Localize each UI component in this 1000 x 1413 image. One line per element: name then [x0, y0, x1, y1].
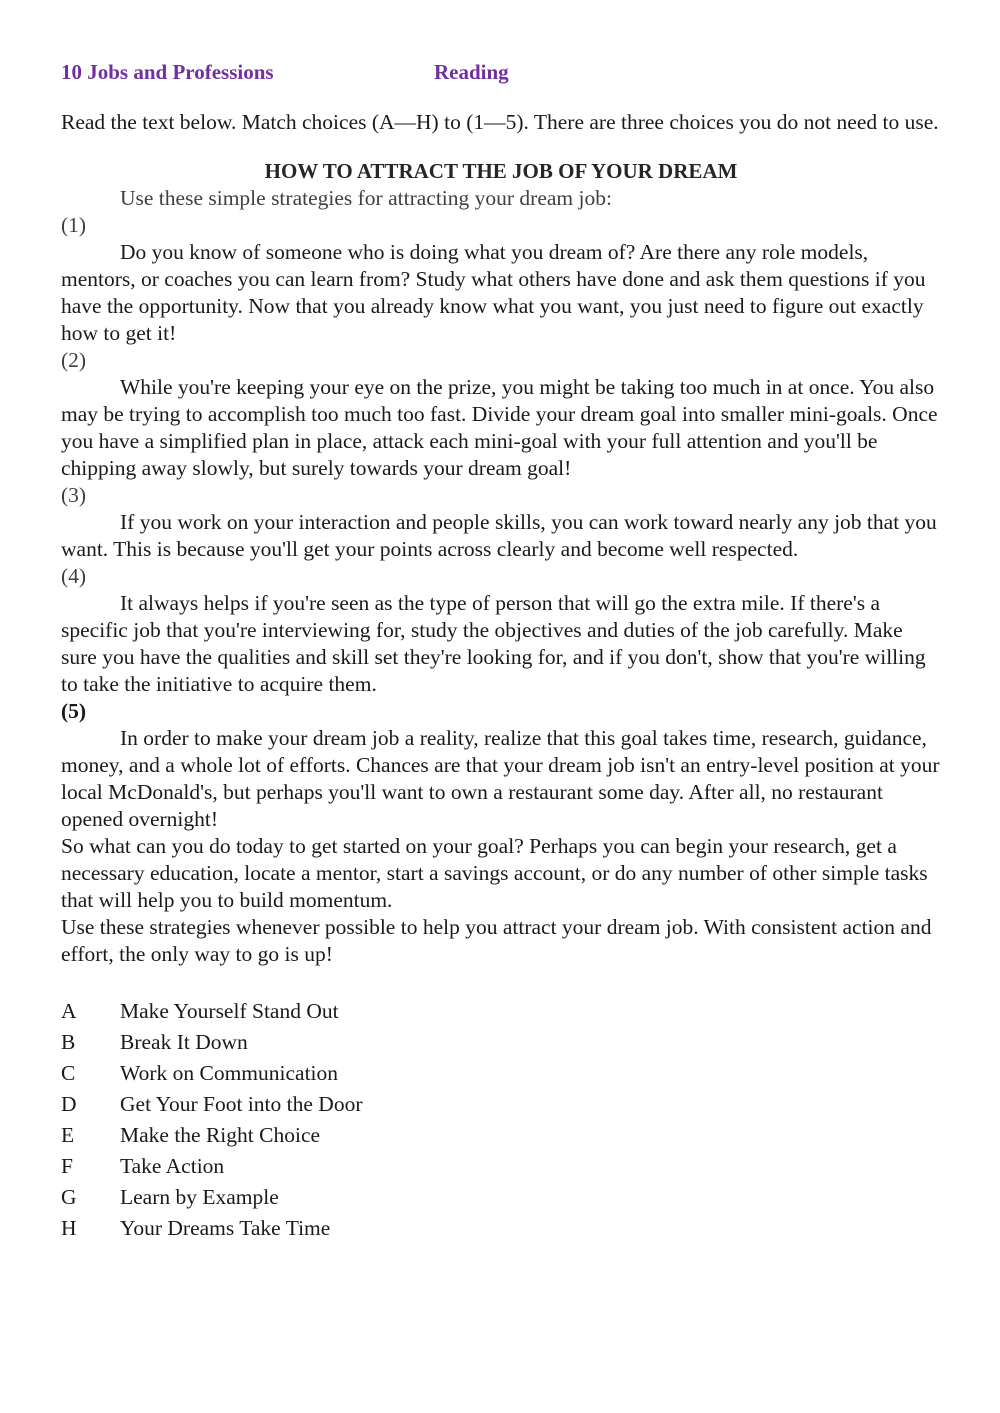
- section-text: In order to make your dream job a reality, realize that this goal takes time, research, guidance, money, and a whole lot of efforts. Chances are that your dream job isn't an entry-level position at your local McDonald's, but perhaps you'll want to own a restaurant some day. After all, no restaurant opened overnight!: [61, 726, 940, 831]
- unit-topic: 10 Jobs and Professions: [61, 60, 274, 84]
- choice-letter: A: [61, 999, 77, 1023]
- section-number: (2): [61, 348, 87, 372]
- closing-paragraph: Use these strategies whenever possible to help you attract your dream job. With consistent action and effort, the only way to go is up!: [61, 915, 932, 966]
- section-text: While you're keeping your eye on the prize, you might be taking too much in at once. You also may be trying to accomplish too much too fast. Divide your dream goal into smaller mini-goals. Once you have a simplified plan in place, attack each mini-goal with your full attention and you'll be chipping away slowly, but surely towards your dream goal!: [61, 375, 938, 480]
- choice-text: Break It Down: [120, 1030, 248, 1054]
- worksheet-header: [61, 60, 941, 90]
- choices-list: [61, 996, 941, 1244]
- section-4: [61, 563, 941, 698]
- choice-item: [61, 1089, 941, 1120]
- section-number: (1): [61, 213, 87, 237]
- choice-item: [61, 1182, 941, 1213]
- instructions: Read the text below. Match choices (A—H) to (1—5). There are three choices you do not need to use.: [61, 110, 939, 134]
- section-label: Reading: [434, 60, 509, 84]
- choice-item: [61, 1027, 941, 1058]
- choice-text: Make the Right Choice: [120, 1123, 321, 1147]
- choice-text: Your Dreams Take Time: [120, 1216, 331, 1240]
- choice-letter: F: [61, 1154, 73, 1178]
- choice-letter: D: [61, 1092, 77, 1116]
- section-5: [61, 698, 941, 833]
- section-3: [61, 482, 941, 563]
- choice-text: Learn by Example: [120, 1185, 279, 1209]
- choice-letter: E: [61, 1123, 75, 1147]
- choice-letter: H: [61, 1216, 77, 1240]
- choice-letter: B: [61, 1030, 76, 1054]
- closing-paragraph: So what can you do today to get started on your goal? Perhaps you can begin your research, get a necessary education, locate a mentor, start a savings account, or do any number of other simple tasks that will help you to build momentum.: [61, 834, 928, 912]
- section-number: (3): [61, 483, 87, 507]
- choice-item: [61, 1151, 941, 1182]
- section-text: It always helps if you're seen as the type of person that will go the extra mile. If there's a specific job that you're interviewing for, study the objectives and duties of the job carefully. Make sure you have the qualities and skill set they're looking for, and if you don't, show that you're willing to take the initiative to acquire them.: [61, 591, 926, 696]
- choice-item: [61, 1120, 941, 1151]
- choice-letter: C: [61, 1061, 76, 1085]
- choice-item: [61, 996, 941, 1027]
- choice-text: Work on Communication: [120, 1061, 339, 1085]
- choice-text: Take Action: [120, 1154, 225, 1178]
- section-2: [61, 347, 941, 482]
- article-subtitle: Use these simple strategies for attracting your dream job:: [120, 186, 612, 210]
- section-1: [61, 212, 941, 347]
- worksheet-page: [61, 60, 941, 1244]
- choice-text: Make Yourself Stand Out: [120, 999, 339, 1023]
- section-number: (5): [61, 699, 87, 723]
- section-number: (4): [61, 564, 87, 588]
- choice-letter: G: [61, 1185, 77, 1209]
- section-text: If you work on your interaction and people skills, you can work toward nearly any job that you want. This is because you'll get your points across clearly and become well respected.: [61, 510, 937, 561]
- choice-item: [61, 1213, 941, 1244]
- choice-text: Get Your Foot into the Door: [120, 1092, 363, 1116]
- choice-item: [61, 1058, 941, 1089]
- article-title: HOW TO ATTRACT THE JOB OF YOUR DREAM: [264, 159, 738, 183]
- section-text: Do you know of someone who is doing what you dream of? Are there any role models, mentors, or coaches you can learn from? Study what others have done and ask them questions if you have the opportunity. Now that you already know what you want, you just need to figure out exactly how to get it!: [61, 240, 926, 345]
